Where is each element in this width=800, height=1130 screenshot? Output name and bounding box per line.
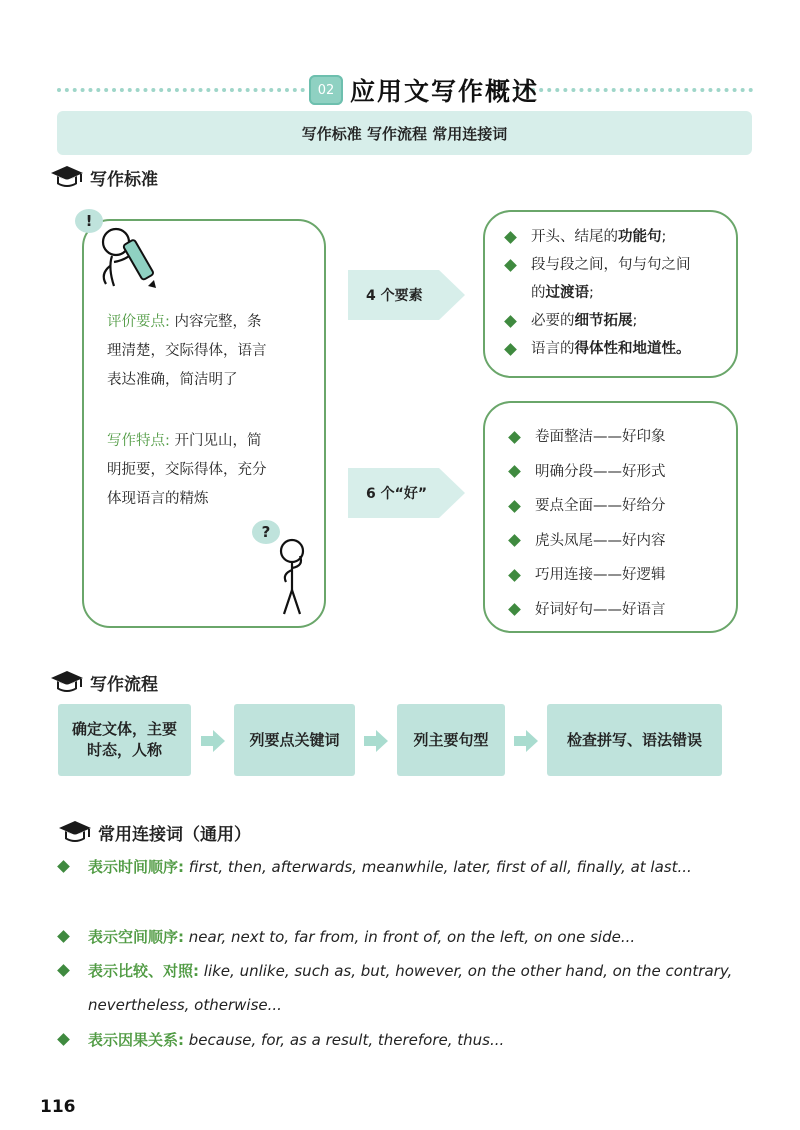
flow-step-3 (397, 704, 505, 776)
element-2-bold: 过渡语 (545, 285, 589, 301)
flow-step-4 (547, 704, 722, 776)
six-goods-list (506, 420, 726, 627)
six-goods-arrow (348, 468, 439, 518)
four-elements-arrow-tip (439, 270, 465, 320)
element-3-text: 必要的 (531, 313, 575, 329)
section-number-badge: 02 (309, 75, 343, 105)
list-item (506, 593, 726, 628)
six-goods-arrow-tip (439, 468, 465, 518)
list-item (502, 223, 727, 251)
diamond-bullet-icon (508, 500, 521, 513)
good-item-text: 巧用连接——好逻辑 (535, 567, 666, 583)
list-item (502, 251, 727, 307)
section-heading-standards (50, 163, 158, 191)
stick-figure-thinking-illustration (270, 538, 314, 618)
diamond-bullet-icon (504, 315, 517, 328)
connector-label: 表示空间顺序: (88, 928, 184, 946)
header-dotted-line-right (515, 88, 753, 92)
feature-line-3: 体现语言的精炼 (107, 491, 209, 507)
element-2-text: 的 (531, 285, 546, 301)
flow-step-3-label: 列主要句型 (413, 730, 489, 749)
graduation-cap-icon (50, 668, 84, 696)
evaluation-text (107, 308, 307, 395)
good-item-text: 好词好句——好语言 (535, 601, 666, 618)
diamond-bullet-icon (508, 431, 521, 444)
good-item-text: 虎头凤尾——好内容 (535, 532, 666, 549)
feature-line-2: 明扼要，交际得体，充分 (107, 462, 267, 478)
section-heading-connectors-label: 常用连接词（通用） (98, 824, 251, 845)
element-2-end: ; (589, 285, 594, 301)
feature-line-1: 开门见山，简 (174, 433, 262, 449)
good-item-text: 明确分段——好形式 (535, 463, 666, 480)
flow-step-1-line-1: 确定文体，主要 (71, 720, 177, 738)
connector-label: 表示因果关系: (88, 1031, 184, 1049)
good-item-text: 要点全面——好给分 (535, 498, 666, 514)
header-dotted-line-left (57, 88, 305, 92)
element-1-text: 开头、结尾的 (531, 229, 618, 245)
connector-item-time (57, 850, 737, 884)
subtitle-bar: 写作标准 写作流程 常用连接词 (57, 111, 752, 155)
arrow-right-icon (364, 729, 388, 753)
section-heading-process (50, 668, 158, 696)
flow-step-4-label: 检查拼写、语法错误 (566, 730, 702, 749)
flow-step-1 (58, 704, 191, 776)
four-elements-arrow (348, 270, 439, 320)
connector-item-cause (57, 1023, 737, 1057)
element-1-end: ; (661, 229, 667, 245)
six-goods-label: 6 个“好” (366, 486, 428, 502)
element-3-end: ; (632, 313, 638, 329)
evaluation-line-2: 理清楚，交际得体，语言 (107, 343, 267, 359)
element-1-bold: 功能句 (618, 229, 662, 245)
diamond-bullet-icon (508, 603, 521, 616)
diamond-bullet-icon (508, 534, 521, 547)
section-heading-connectors (58, 818, 251, 846)
evaluation-line-1: 内容完整，条 (174, 314, 262, 330)
evaluation-line-3: 表达准确，简洁明了 (107, 372, 238, 388)
diamond-bullet-icon (508, 569, 521, 582)
section-heading-process-label: 写作流程 (90, 674, 158, 695)
feature-text (107, 427, 307, 514)
connector-item-contrast (57, 954, 737, 1022)
element-3-bold: 细节拓展 (574, 313, 633, 329)
connector-text: first, then, afterwards, meanwhile, later, first of all, finally, at last... (188, 858, 692, 876)
page-title: 应用文写作概述 (350, 77, 540, 106)
feature-label: 写作特点: (107, 433, 170, 449)
graduation-cap-icon (58, 818, 92, 846)
connector-text: like, unlike, such as, but, however, on the other hand, on the contrary, nevertheless, otherwise... (88, 962, 733, 1014)
element-2-line-1: 段与段之间，句与句之间 (531, 257, 691, 273)
list-item (506, 558, 726, 593)
connector-item-space (57, 920, 737, 954)
flow-step-2-label: 列要点关键词 (249, 730, 340, 749)
graduation-cap-icon (50, 163, 84, 191)
connector-label: 表示时间顺序: (88, 858, 184, 876)
stick-figure-writing-illustration (96, 226, 166, 296)
element-4-bold: 得体性和地道性。 (574, 341, 691, 357)
list-item (502, 307, 727, 335)
list-item (506, 455, 726, 490)
evaluation-label: 评价要点: (107, 314, 170, 330)
list-item (502, 335, 727, 363)
four-elements-label: 4 个要素 (366, 288, 423, 304)
connector-text: near, next to, far from, in front of, on the left, on one side... (188, 928, 636, 946)
four-elements-list (502, 223, 727, 363)
exclamation-mark: ! (85, 212, 93, 230)
section-heading-standards-label: 写作标准 (90, 169, 158, 190)
list-item (506, 420, 726, 455)
list-item (506, 489, 726, 524)
page-number: 116 (40, 1097, 76, 1117)
element-4-text: 语言的 (531, 341, 575, 357)
list-item (506, 524, 726, 559)
good-item-text: 卷面整洁——好印象 (535, 429, 666, 445)
arrow-right-icon (514, 729, 538, 753)
question-mark: ? (261, 523, 271, 541)
connector-text: because, for, as a result, therefore, thus... (188, 1031, 505, 1049)
flow-step-1-line-2: 时态，人称 (86, 741, 162, 759)
diamond-bullet-icon (504, 259, 517, 272)
diamond-bullet-icon (508, 465, 521, 478)
diamond-bullet-icon (504, 343, 517, 356)
connector-label: 表示比较、对照: (88, 962, 199, 980)
diamond-bullet-icon (504, 231, 517, 244)
arrow-right-icon (201, 729, 225, 753)
flow-step-2 (234, 704, 355, 776)
